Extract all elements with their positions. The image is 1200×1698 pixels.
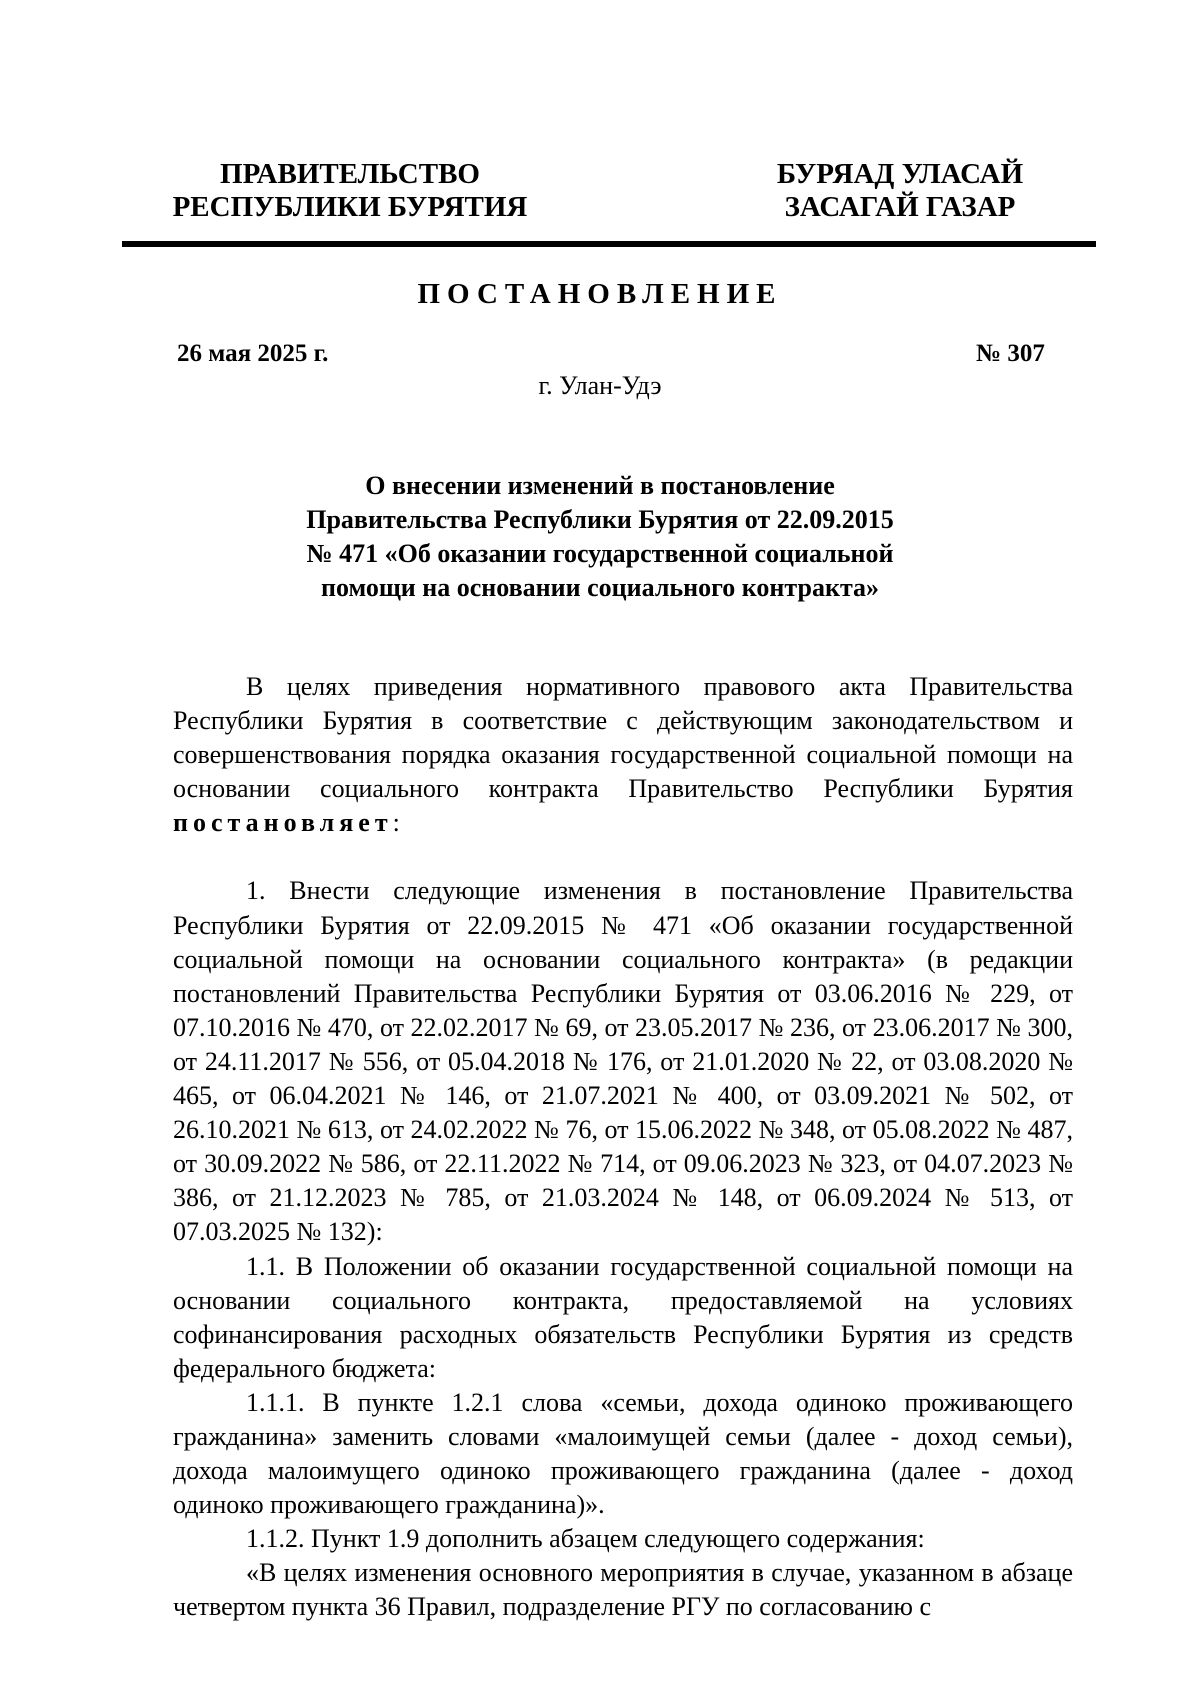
document-title	[200, 469, 1000, 605]
issuer-russian-line-1: ПРАВИТЕЛЬСТВО	[220, 158, 480, 190]
header-divider	[122, 241, 1096, 247]
document-title-line-2: Правительства Республики Бурятия от 22.09.2015	[306, 505, 894, 534]
paragraph-1-1: 1.1. В Положении об оказании государственной социальной помощи на основании социального контракта, предоставляемой на условиях софинансирования расходных обязательств Республики Бурятия из средств федерального бюджета:	[173, 1251, 1073, 1383]
issuer-russian	[160, 158, 540, 224]
issuer-russian-line-2: РЕСПУБЛИКИ БУРЯТИЯ	[172, 191, 528, 223]
document-number: № 307	[976, 340, 1045, 367]
decree-colon: :	[392, 808, 400, 838]
preamble-paragraph	[173, 670, 1073, 840]
paragraph-1-1-2: 1.1.2. Пункт 1.9 дополнить абзацем следующего содержания:	[246, 1524, 925, 1554]
issuer-buryat	[735, 158, 1065, 224]
preamble-text: В целях приведения нормативного правового акта Правительства Республики Бурятия в соответствие с действующим законодательством и совершенствования порядка оказания государственной социальной помощи на основании социального контракта Правительство Республики Бурятия	[173, 672, 1073, 804]
document-title-line-4: помощи на основании социального контракта»	[320, 573, 880, 602]
issuer-buryat-line-1: БУРЯАД УЛАСАЙ	[776, 158, 1024, 190]
paragraph-1: 1. Внести следующие изменения в постановление Правительства Республики Бурятия от 22.09.2015 № 471 «Об оказании государственной социальной помощи на основании социального контракта» (в редакции постановлений Правительства Республики Бурятия от 03.06.2016 № 229, от 07.10.2016 № 470, от 22.02.2017 № 69, от 23.05.2017 № 236, от 23.06.2017 № 300, от 24.11.2017 № 556, от 05.04.2018 № 176, от 21.01.2020 № 22, от 03.08.2020 № 465, от 06.04.2021 № 146, от 21.07.2021 № 400, от 03.09.2021 № 502, от 26.10.2021 № 613, от 24.02.2022 № 76, от 15.06.2022 № 348, от 05.08.2022 № 487, от 30.09.2022 № 586, от 22.11.2022 № 714, от 09.06.2023 № 323, от 04.07.2023 № 386, от 21.12.2023 № 785, от 21.03.2024 № 148, от 06.09.2024 № 513, от 07.03.2025 № 132):	[173, 876, 1073, 1247]
paragraph-1-1-1: 1.1.1. В пункте 1.2.1 слова «семьи, дохода одиноко проживающего гражданина» заменить словами «малоимущей семьи (далее - доход семьи), дохода малоимущего одиноко проживающего гражданина (далее - доход одиноко проживающего гражданина)».	[173, 1387, 1073, 1520]
quoted-paragraph: «В целях изменения основного мероприятия в случае, указанном в абзаце четвертом пункта 36 Правил, подразделение РГУ по согласованию с	[173, 1558, 1073, 1622]
document-city: г. Улан-Удэ	[538, 371, 662, 400]
issuer-buryat-line-2: ЗАСАГАЙ ГАЗАР	[784, 191, 1016, 223]
document-type: ПОСТАНОВЛЕНИЕ	[417, 278, 783, 310]
document-title-line-3: № 471 «Об оказании государственной социальной	[306, 539, 894, 568]
document-body	[173, 670, 1073, 1625]
document-title-line-1: О внесении изменений в постановление	[365, 471, 835, 500]
document-date: 26 мая 2025 г.	[177, 340, 329, 367]
decree-word: постановляет	[173, 808, 393, 838]
